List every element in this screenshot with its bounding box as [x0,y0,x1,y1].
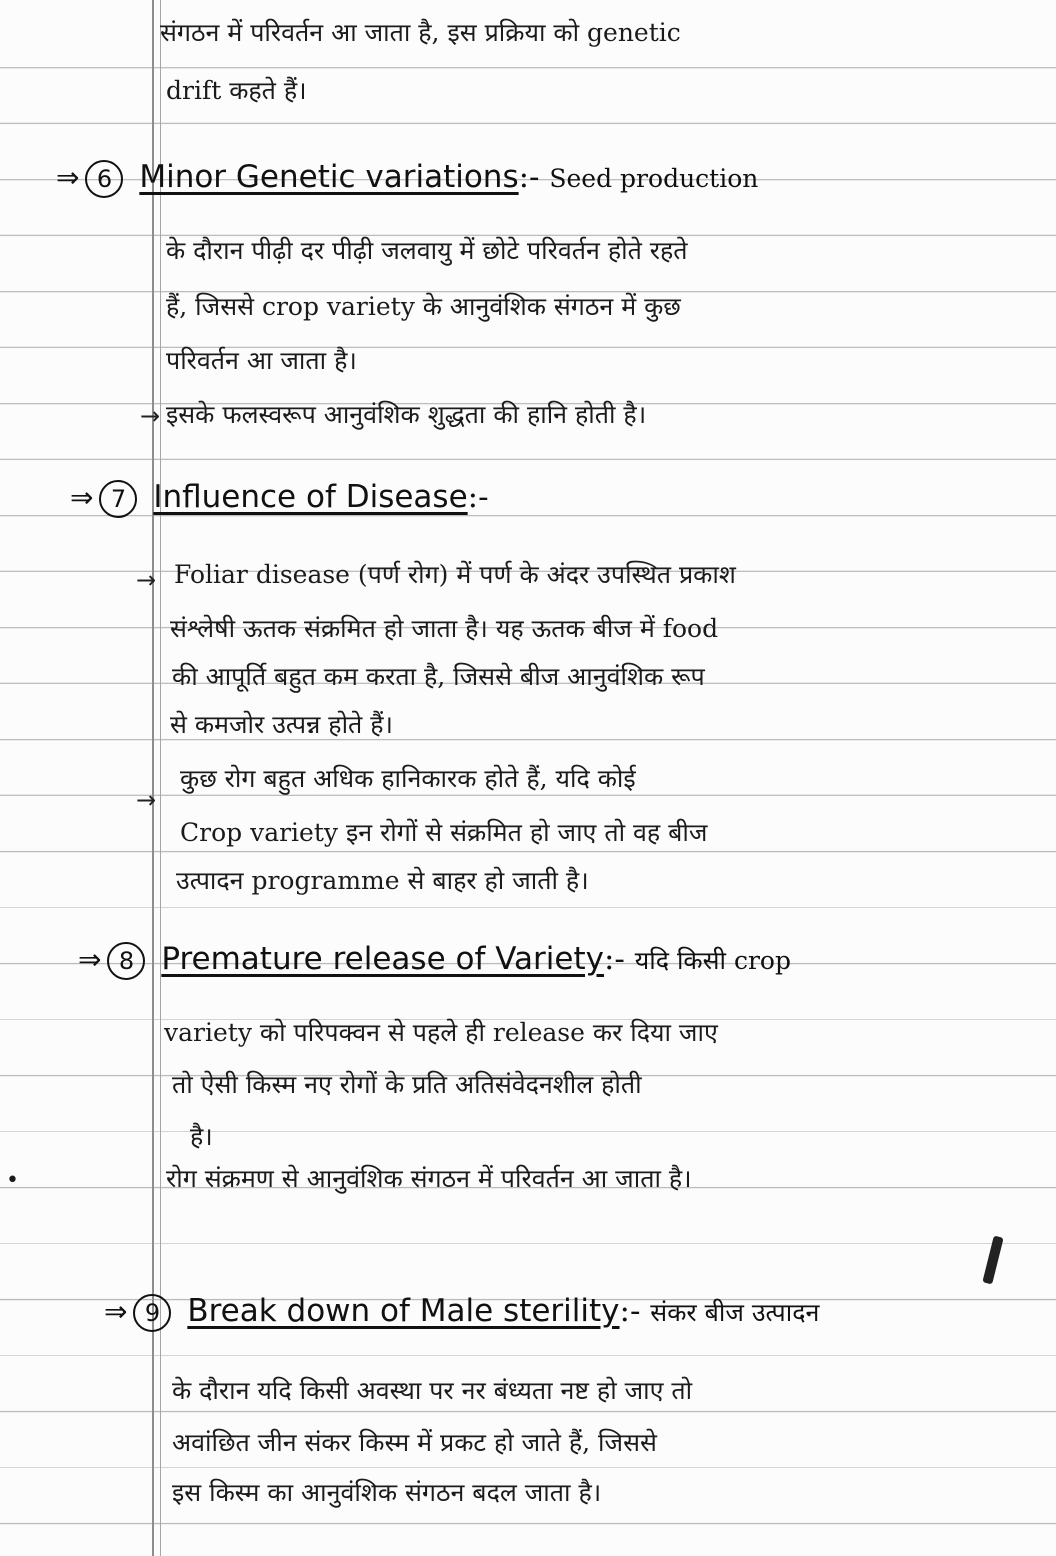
text-line: संश्लेषी ऊतक संक्रमित हो जाता है। यह ऊतक बीज में food [170,614,719,643]
text-line: अवांछित जीन संकर किस्म में प्रकट हो जाते हैं, जिससे [172,1428,657,1457]
text-line: से कमजोर उत्पन्न होते हैं। [170,710,393,739]
section-heading-9 [104,1292,819,1332]
ink-mark: • [6,1168,19,1193]
section-separator: :- [619,1293,641,1329]
text-line: संगठन में परिवर्तन आ जाता है, इस प्रक्रिया को genetic [160,18,681,47]
section-title: Premature release of Variety [161,941,604,977]
section-number: 6 [85,160,123,198]
section-lead-text: संकर बीज उत्पादन [650,1298,820,1327]
section-title: Influence of Disease [153,479,468,515]
section-heading-7 [70,478,489,518]
text-line: के दौरान यदि किसी अवस्था पर नर बंध्यता नष्ट हो जाए तो [172,1376,693,1405]
pen-tip-mark [982,1236,1003,1285]
text-line: कुछ रोग बहुत अधिक हानिकारक होते हैं, यदि कोई [180,764,636,793]
bullet-arrow-icon: → [136,566,157,594]
section-heading-8 [78,940,791,980]
text-line: रोग संक्रमण से आनुवंशिक संगठन में परिवर्तन आ जाता है। [166,1164,692,1193]
section-separator: :- [467,479,489,515]
section-lead-text: यदि किसी crop [634,946,791,975]
text-line: परिवर्तन आ जाता है। [166,346,357,375]
text-line: की आपूर्ति बहुत कम करता है, जिससे बीज आनुवंशिक रूप [172,662,705,691]
section-title: Minor Genetic variations [139,159,519,195]
section-number: 8 [107,942,145,980]
text-line: Foliar disease (पर्ण रोग) में पर्ण के अंदर उपस्थित प्रकाश [174,560,736,589]
text-line: इसके फलस्वरूप आनुवंशिक शुद्धता की हानि होती है। [166,400,647,429]
text-line: तो ऐसी किस्म नए रोगों के प्रति अतिसंवेदनशील होती [172,1070,642,1099]
section-separator: :- [518,159,540,195]
text-line: है। [190,1122,213,1151]
double-arrow-icon: ⇒ [70,481,94,514]
section-number: 9 [133,1294,171,1332]
section-separator: :- [603,941,625,977]
bullet-arrow-icon: → [140,402,161,430]
text-line: के दौरान पीढ़ी दर पीढ़ी जलवायु में छोटे परिवर्तन होते रहते [166,236,688,265]
text-line: drift कहते हैं। [166,76,307,105]
text-line: Crop variety इन रोगों से संक्रमित हो जाए तो वह बीज [180,818,708,847]
section-heading-6 [56,158,758,198]
double-arrow-icon: ⇒ [78,943,102,976]
section-lead-text: Seed production [549,164,759,193]
section-number: 7 [99,480,137,518]
text-line: इस किस्म का आनुवंशिक संगठन बदल जाता है। [172,1478,602,1507]
text-line: variety को परिपक्वन से पहले ही release कर दिया जाए [164,1018,718,1047]
section-title: Break down of Male sterility [187,1293,620,1329]
double-arrow-icon: ⇒ [56,161,80,194]
text-line: उत्पादन programme से बाहर हो जाती है। [176,866,589,895]
text-line: हैं, जिससे crop variety के आनुवंशिक संगठन में कुछ [166,292,681,321]
bullet-arrow-icon: → [136,786,157,814]
double-arrow-icon: ⇒ [104,1295,128,1328]
